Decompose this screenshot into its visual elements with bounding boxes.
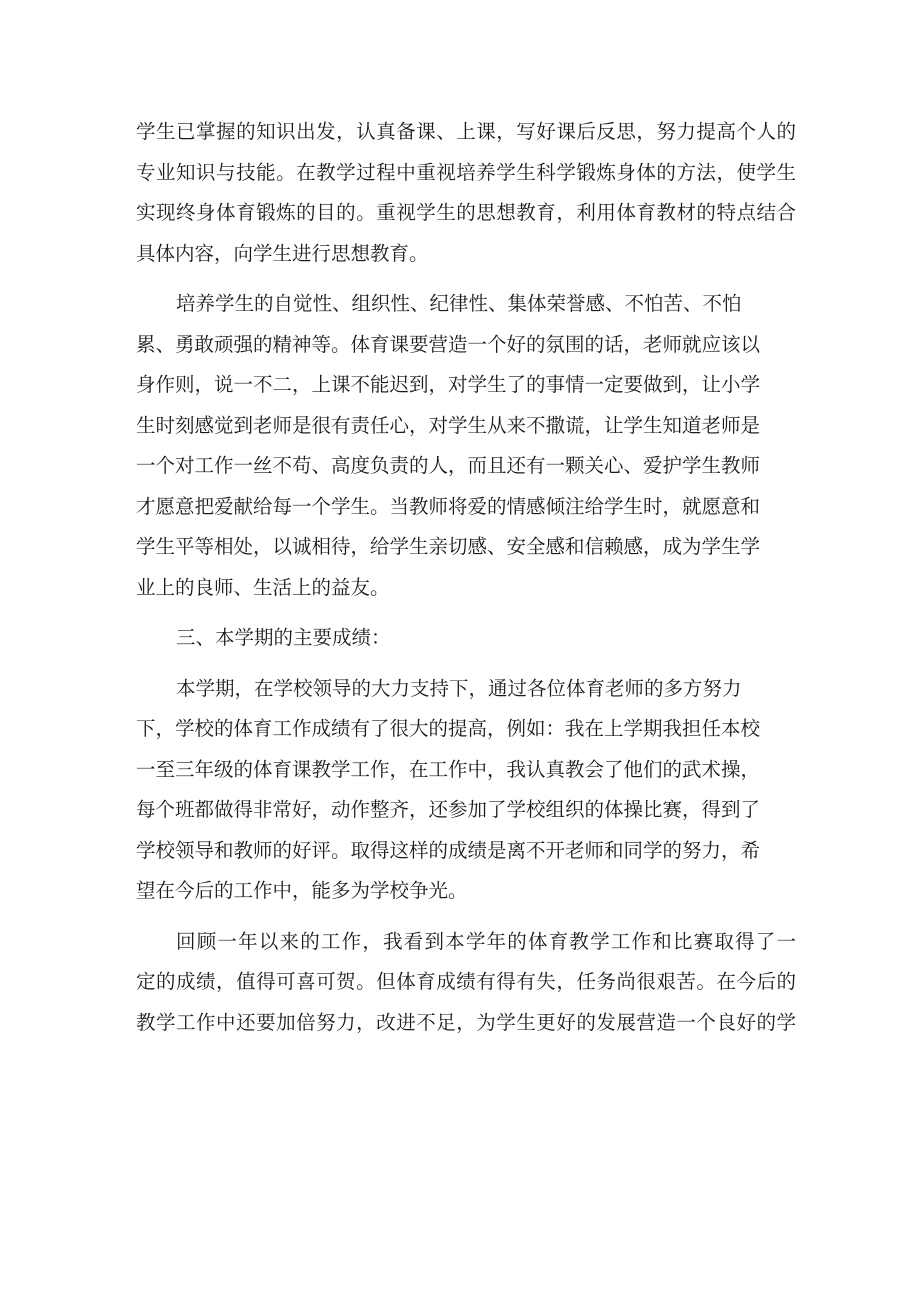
paragraph-1 — [136, 112, 796, 274]
text-line: 望在今后的工作中，能多为学校争光。 — [136, 879, 468, 902]
text-line: 培养学生的自觉性、组织性、纪律性、集体荣誉感、不怕苦、不怕 — [176, 292, 742, 315]
text-line: 具体内容，向学生进行思想教育。 — [136, 241, 429, 265]
text-line: 实现终身体育锻炼的目的。重视学生的思想教育，利用体育教材的特点结合 — [136, 201, 796, 224]
document-body — [136, 112, 796, 1043]
text-line: 业上的良师、生活上的益友。 — [136, 575, 390, 599]
paragraph-2 — [136, 284, 796, 608]
text-line: 回顾一年以来的工作，我看到本学年的体育教学工作和比赛取得了一 — [176, 929, 796, 953]
text-line: 学生已掌握的知识出发，认真备课、上课，写好课后反思，努力提高个人的 — [136, 120, 796, 143]
text-line: 本学期，在学校领导的大力支持下，通过各位体育老师的多方努力 — [176, 676, 742, 700]
text-line: 生时刻感觉到老师是很有责任心，对学生从来不撒谎，让学生知道老师是 — [136, 413, 761, 437]
text-line: 累、勇敢顽强的精神等。体育课要营造一个好的氛围的话，老师就应该以 — [136, 332, 761, 356]
text-line: 专业知识与技能。在教学过程中重视培养学生科学锻炼身体的方法，使学生 — [136, 160, 796, 184]
text-line: 学生平等相处，以诚相待，给学生亲切感、安全感和信赖感，成为学生学 — [136, 535, 761, 558]
text-line: 一个对工作一丝不苟、高度负责的人，而且还有一颗关心、爱护学生教师 — [136, 454, 761, 477]
text-line: 每个班都做得非常好，动作整齐，还参加了学校组织的体操比赛，得到了 — [136, 798, 761, 821]
paragraph-4 — [136, 922, 796, 1044]
text-line: 学校领导和教师的好评。取得这样的成绩是离不开老师和同学的努力，希 — [136, 838, 761, 862]
text-line: 定的成绩，值得可喜可贺。但体育成绩有得有失，任务尚很艰苦。在今后的 — [136, 970, 796, 993]
text-line: 下，学校的体育工作成绩有了很大的提高，例如：我在上学期我担任本校 — [136, 717, 761, 740]
text-line: 身作则，说一不二，上课不能迟到，对学生了的事情一定要做到，让小学 — [136, 373, 761, 396]
text-line: 教学工作中还要加倍努力，改进不足，为学生更好的发展营造一个良好的学 — [136, 1010, 796, 1034]
text-line: 才愿意把爱献给每一个学生。当教师将爱的情感倾注给学生时，就愿意和 — [136, 494, 761, 518]
paragraph-3 — [136, 669, 796, 912]
section-title: 三、本学期的主要成绩： — [176, 626, 391, 649]
section-heading — [136, 618, 796, 659]
text-line: 一至三年级的体育课教学工作，在工作中，我认真教会了他们的武术操， — [136, 757, 761, 781]
